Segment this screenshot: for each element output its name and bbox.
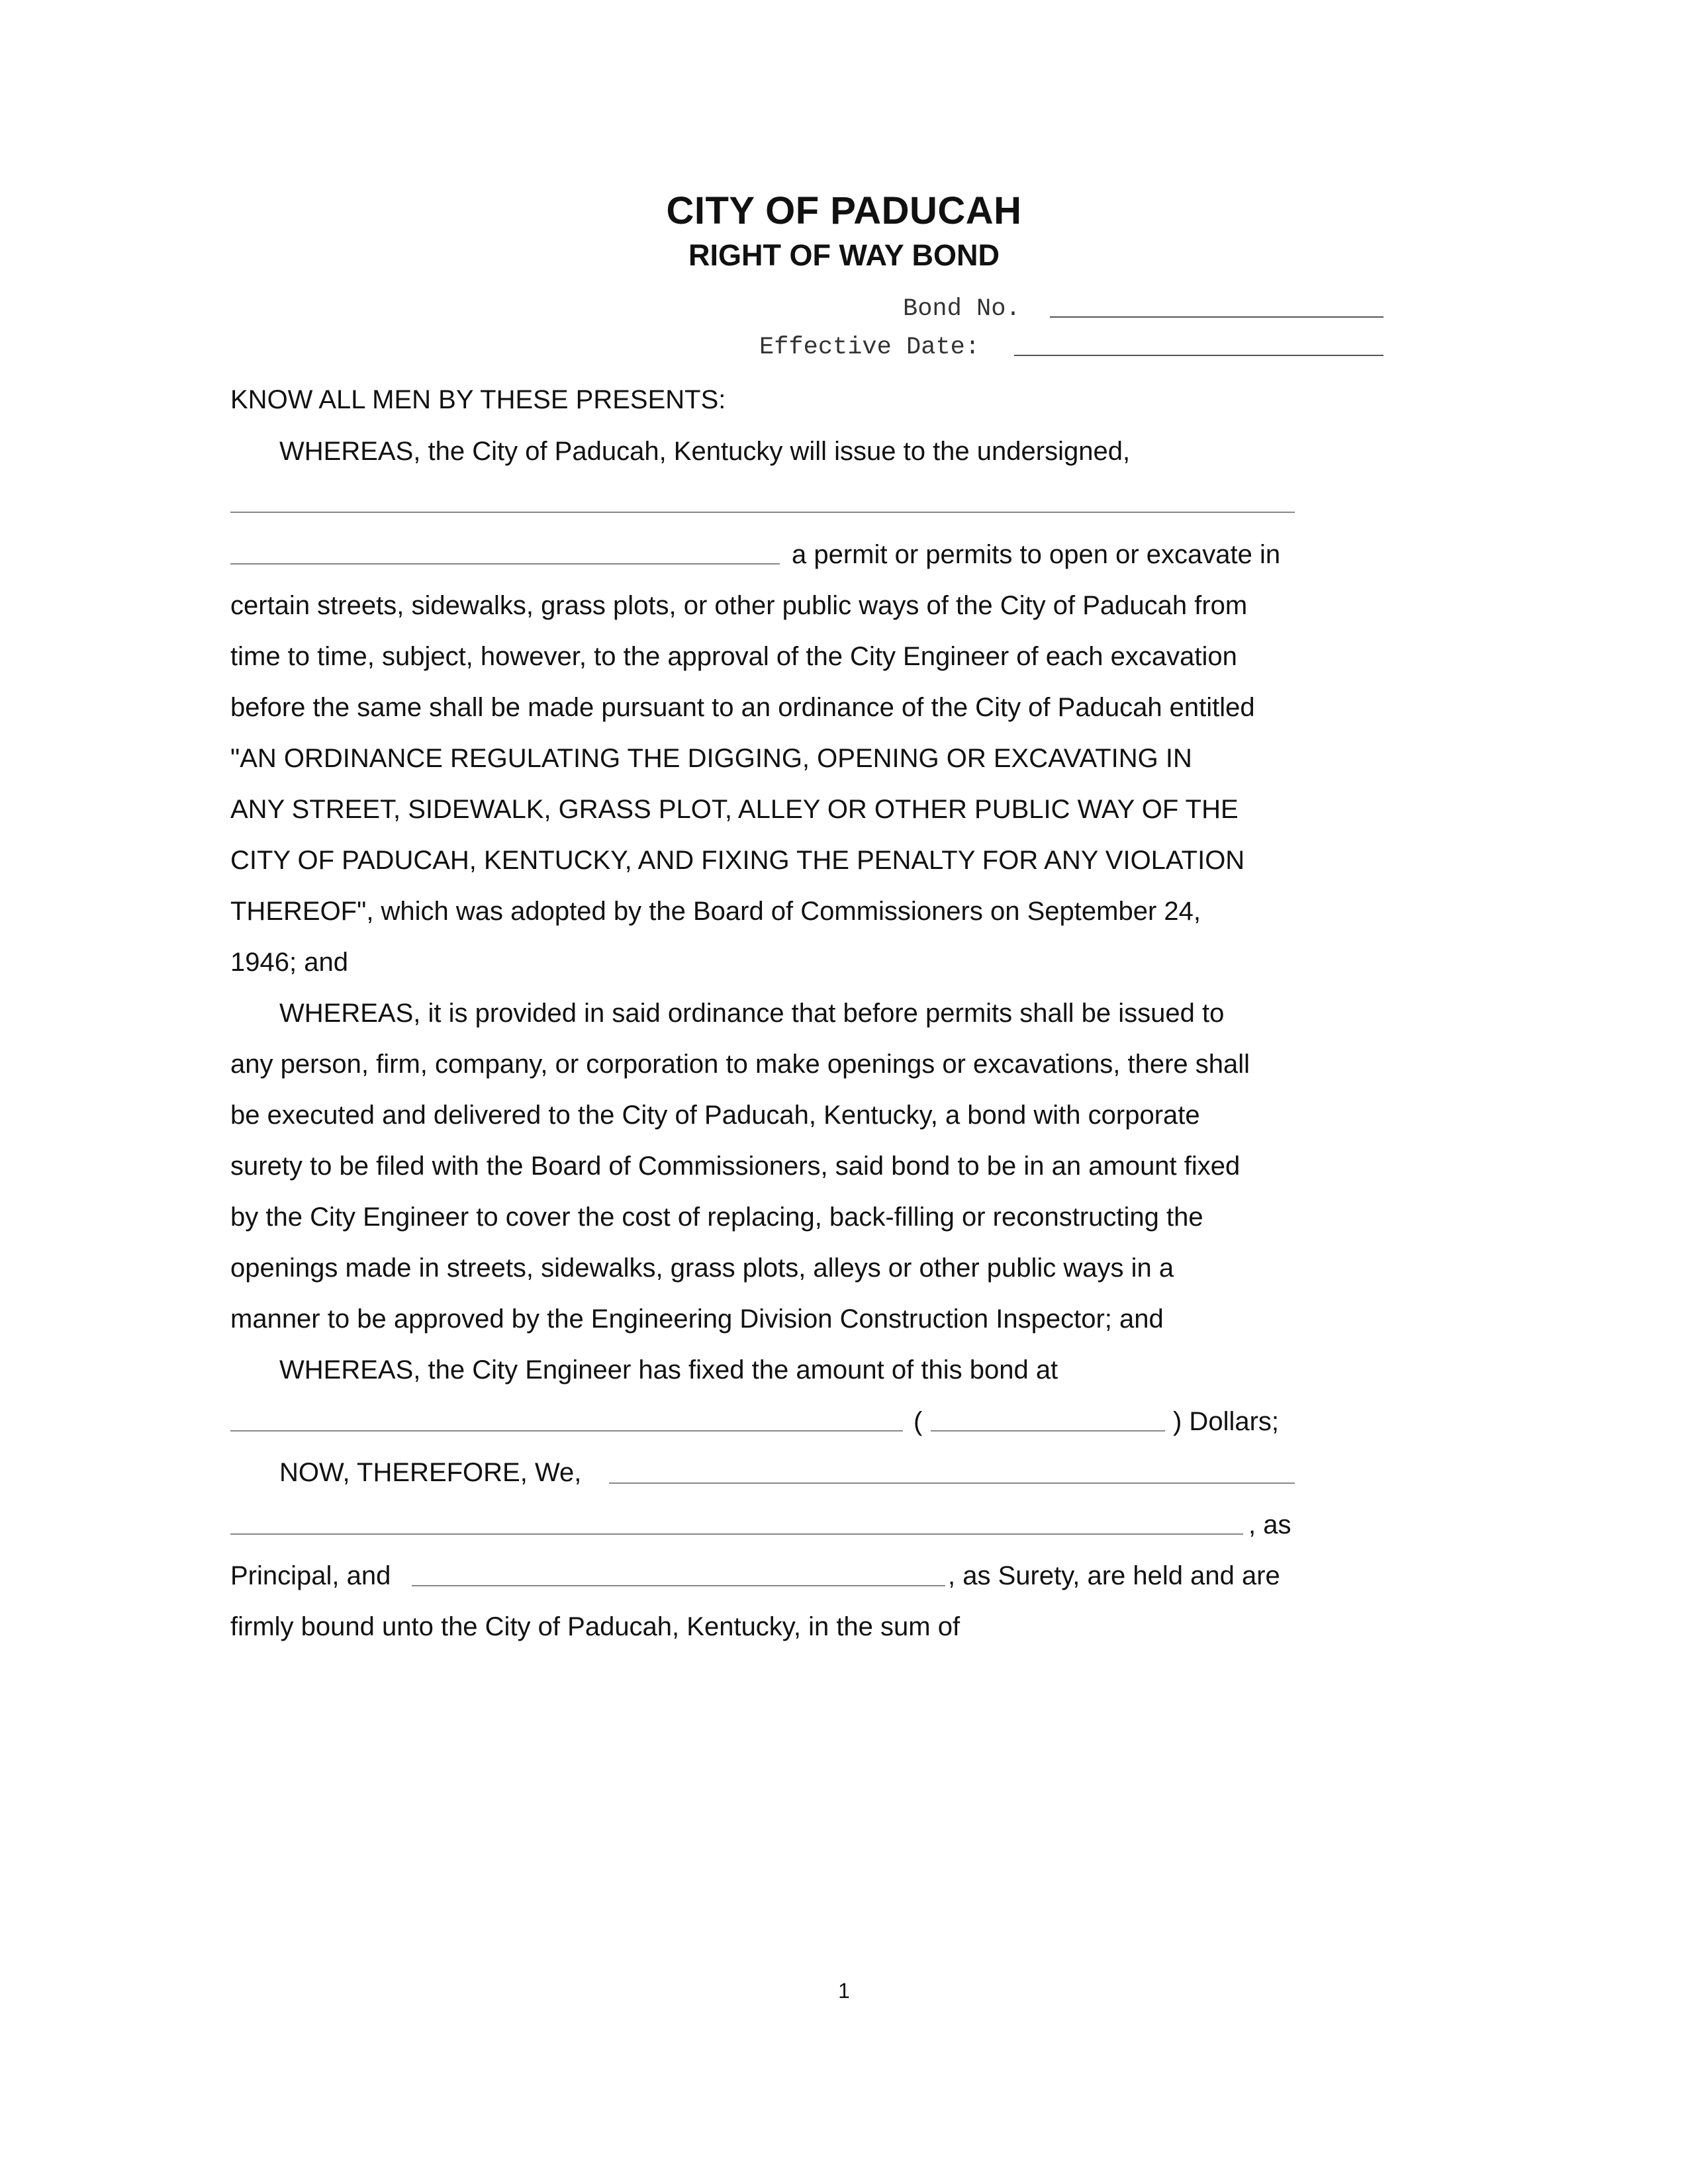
paragraph-2-line: openings made in streets, sidewalks, grass plots, alleys or other public ways in a <box>230 1253 1174 1283</box>
paragraph-1-line: before the same shall be made pursuant to an ordinance of the City of Paducah entitled <box>230 693 1255 722</box>
surety-label: , as Surety, are held and are <box>948 1561 1280 1590</box>
surety-name-field[interactable] <box>412 1585 945 1586</box>
paragraph-1-line: "AN ORDINANCE REGULATING THE DIGGING, OPENING OR EXCAVATING IN <box>230 744 1192 773</box>
amount-open-paren: ( <box>914 1407 923 1436</box>
document-subtitle: RIGHT OF WAY BOND <box>688 238 1000 272</box>
paragraph-1-line: THEREOF", which was adopted by the Board of Commissioners on September 24, <box>230 897 1201 926</box>
paragraph-1-line: CITY OF PADUCAH, KENTUCKY, AND FIXING THE PENALTY FOR ANY VIOLATION <box>230 846 1245 875</box>
paragraph-2-line: be executed and delivered to the City of Paducah, Kentucky, a bond with corporate <box>230 1101 1200 1130</box>
paragraph-1-line: ANY STREET, SIDEWALK, GRASS PLOT, ALLEY OR OTHER PUBLIC WAY OF THE <box>230 795 1239 824</box>
bond-no-field[interactable] <box>1050 316 1383 318</box>
paragraph-1-line: certain streets, sidewalks, grass plots, or other public ways of the City of Paducah from <box>230 591 1248 620</box>
page-number: 1 <box>838 1979 850 2003</box>
bond-amount-numeric-field[interactable] <box>931 1430 1165 1432</box>
principal-name-field-2[interactable] <box>230 1533 1243 1535</box>
undersigned-name-field[interactable] <box>230 512 1295 513</box>
document-title: CITY OF PADUCAH <box>666 189 1022 232</box>
principal-name-field[interactable] <box>609 1482 1295 1484</box>
paragraph-3-line-1: WHEREAS, the City Engineer has fixed the amount of this bond at <box>279 1355 1058 1385</box>
effective-date-field[interactable] <box>1014 355 1383 356</box>
paragraph-2-line: surety to be filed with the Board of Commissioners, said bond to be in an amount fixed <box>230 1152 1241 1181</box>
undersigned-name-field-2[interactable] <box>230 563 780 565</box>
dollars-label: ) Dollars; <box>1173 1407 1280 1436</box>
as-label: , as <box>1248 1510 1291 1539</box>
paragraph-1-line: 1946; and <box>230 948 348 977</box>
effective-date-label: Effective Date: <box>759 334 980 361</box>
intro-heading: KNOW ALL MEN BY THESE PRESENTS: <box>230 385 726 414</box>
bond-no-label: Bond No. <box>903 295 1021 323</box>
paragraph-2-line: by the City Engineer to cover the cost of replacing, back-filling or reconstructing the <box>230 1203 1203 1232</box>
bond-amount-words-field[interactable] <box>230 1430 903 1432</box>
paragraph-1-line-1: WHEREAS, the City of Paducah, Kentucky will issue to the undersigned, <box>279 437 1131 466</box>
paragraph-1-line: time to time, subject, however, to the approval of the City Engineer of each excavation <box>230 642 1237 671</box>
permit-text: a permit or permits to open or excavate in <box>792 540 1281 569</box>
paragraph-2-line: manner to be approved by the Engineering Division Construction Inspector; and <box>230 1304 1164 1334</box>
paragraph-2-line: any person, firm, company, or corporation to make openings or excavations, there shall <box>230 1050 1250 1079</box>
principal-label: Principal, and <box>230 1561 391 1590</box>
paragraph-4-line-1: NOW, THEREFORE, We, <box>279 1458 582 1487</box>
paragraph-2-line: WHEREAS, it is provided in said ordinance that before permits shall be issued to <box>279 999 1225 1028</box>
paragraph-4-last-line: firmly bound unto the City of Paducah, Kentucky, in the sum of <box>230 1612 961 1641</box>
